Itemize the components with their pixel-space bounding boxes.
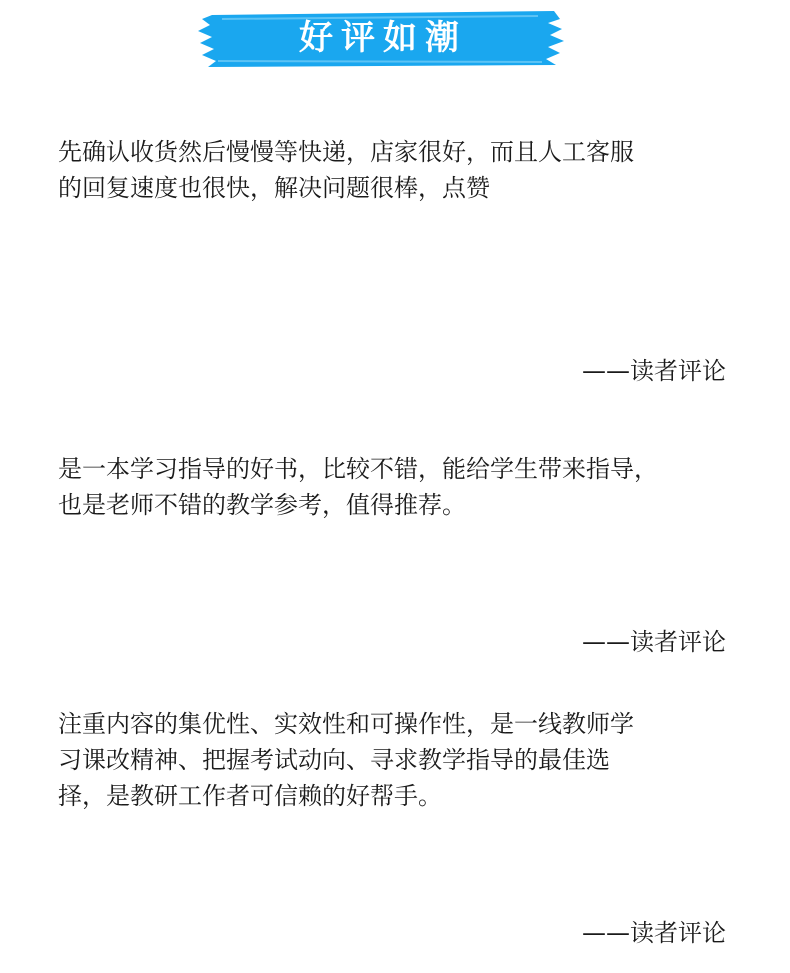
review-1-attribution: ——读者评论 (582, 357, 726, 385)
review-2 (58, 451, 738, 523)
review-2-attribution: ——读者评论 (582, 628, 726, 656)
page-title: 好评如潮 (299, 18, 467, 58)
review-3 (58, 706, 738, 814)
header-banner (198, 5, 568, 71)
review-3-line-2: 习课改精神、把握考试动向、寻求教学指导的最佳选 (58, 746, 610, 774)
review-2-line-2: 也是老师不错的教学参考，值得推荐。 (58, 491, 466, 519)
review-3-attribution: ——读者评论 (582, 919, 726, 947)
review-3-line-1: 注重内容的集优性、实效性和可操作性，是一线教师学 (58, 710, 634, 738)
review-3-line-3: 择，是教研工作者可信赖的好帮手。 (58, 782, 442, 810)
review-1-line-1: 先确认收货然后慢慢等快递，店家很好，而且人工客服 (58, 138, 634, 166)
review-1 (58, 134, 738, 206)
review-1-line-2: 的回复速度也很快，解决问题很棒，点赞 (58, 174, 490, 202)
review-2-line-1: 是一本学习指导的好书，比较不错，能给学生带来指导， (58, 455, 658, 483)
